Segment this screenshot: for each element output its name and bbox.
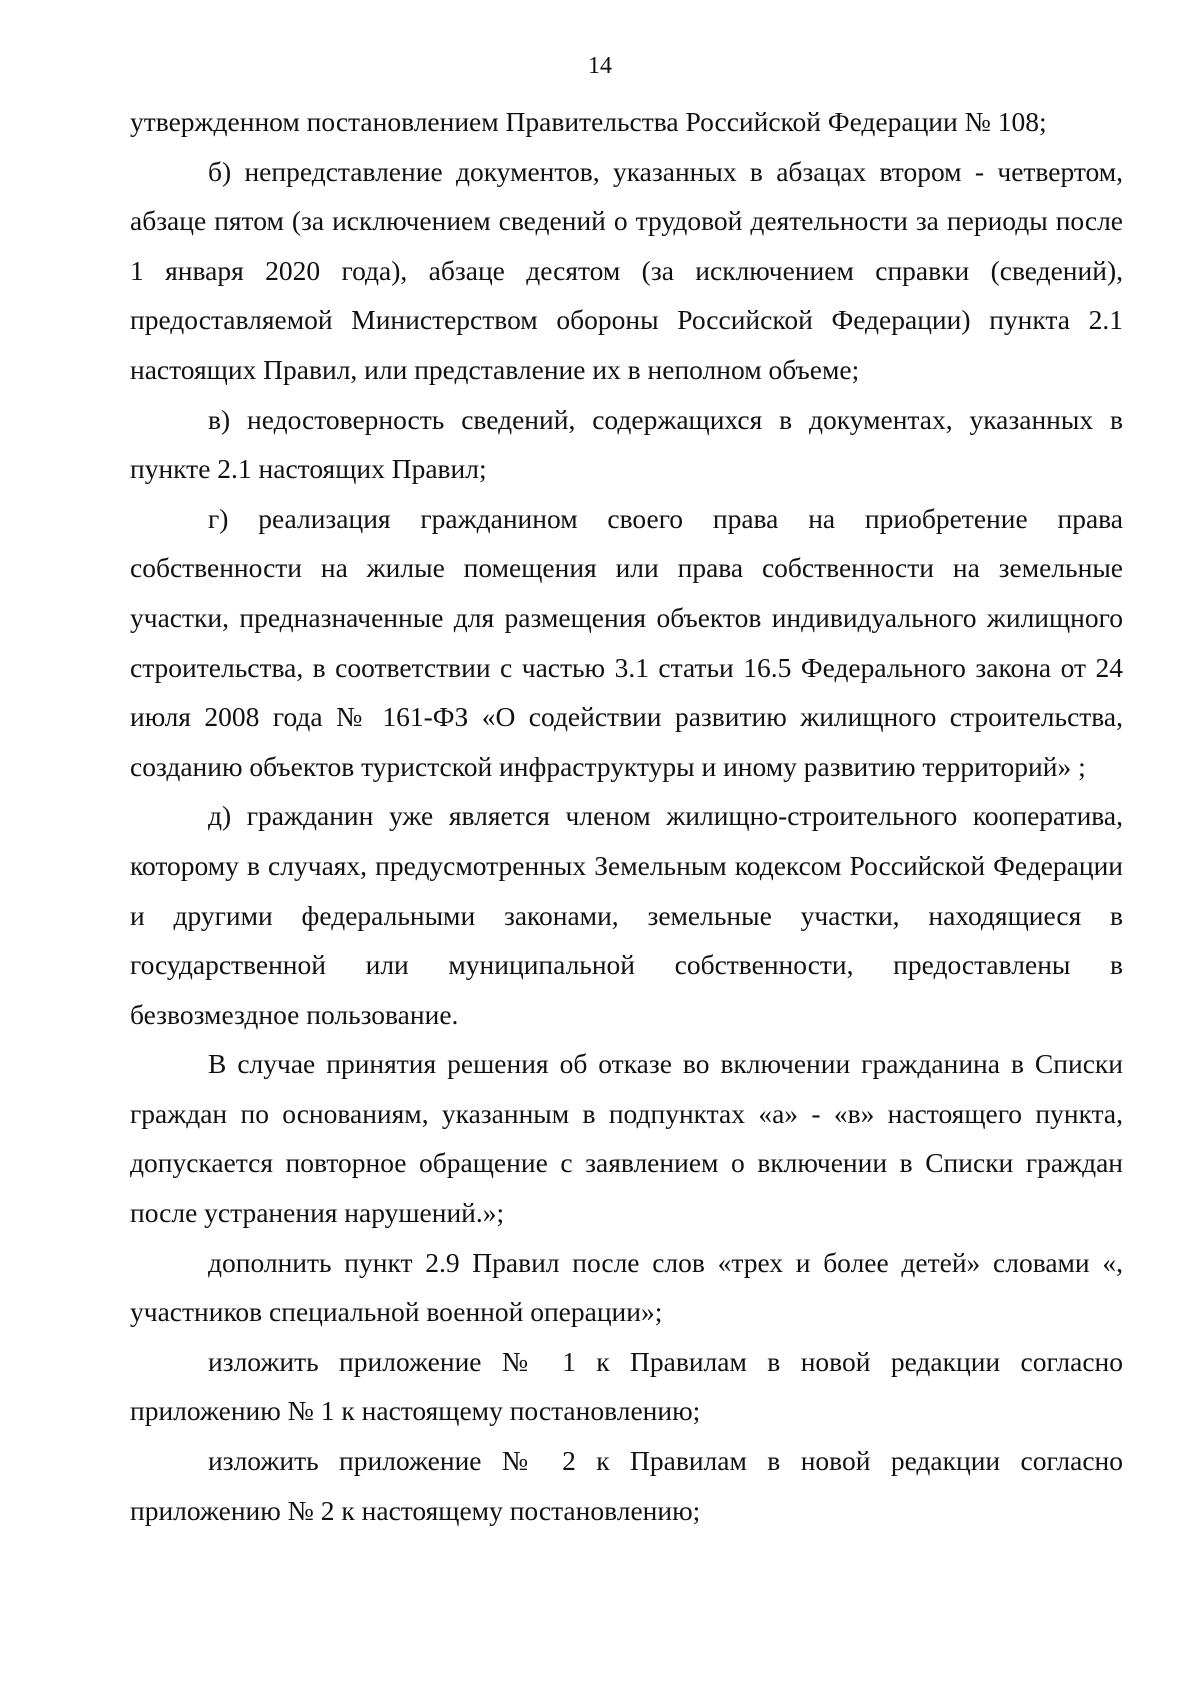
paragraph-item-g: г) реализация гражданином своего права на приобретение права собственности на жилые помещения или права собственности на земельные участки, предназначенные для размещения объектов индивидуального жилищного строительства, в соответствии с частью 3.1 статьи 16.5 Федерального закона от 24 июля 2008 года № 161-ФЗ «О содействии развитию жилищного строительства, созданию объектов туристской инфраструктуры и иному развитию территорий» ; xyxy=(130,502,1123,782)
paragraph-item-d: д) гражданин уже является членом жилищно-строительного кооператива, которому в случаях, предусмотренных Земельным кодексом Российской Федерации и другими федеральными законами, земельные участки, находящиеся в государственной или муниципальной собственности, предоставлены в безвозмездное пользование. xyxy=(130,800,1123,1030)
paragraph-repeat-application: В случае принятия решения об отказе во включении гражданина в Списки граждан по основаниям, указанным в подпунктах «а» - «в» настоящего пункта, допускается повторное обращение с заявлением о включении в Списки граждан после устранения нарушений.»; xyxy=(130,1048,1123,1229)
paragraph-item-v: в) недостоверность сведений, содержащихся в документах, указанных в пункте 2.1 настоящих Правил; xyxy=(130,403,1123,485)
document-body xyxy=(130,97,1123,1535)
paragraph-appendix-2: изложить приложение № 2 к Правилам в новой редакции согласно приложению № 2 к настоящему постановлению; xyxy=(130,1445,1123,1526)
paragraph-continuation: утвержденном постановлением Правительства Российской Федерации № 108; xyxy=(130,106,1047,137)
paragraph-appendix-1: изложить приложение № 1 к Правилам в новой редакции согласно приложению № 1 к настоящему постановлению; xyxy=(130,1345,1123,1427)
page-number: 14 xyxy=(588,53,612,79)
paragraph-item-b: б) непредставление документов, указанных в абзацах втором - четвертом, абзаце пятом (за исключением сведений о трудовой деятельности за периоды после 1 января 2020 года), абзаце десятом (за исключением справки (сведений), предоставляемой Министерством обороны Российской Федерации) пункта 2.1 настоящих Правил, или представление их в неполном объеме; xyxy=(130,155,1123,385)
paragraph-amend-2-9: дополнить пункт 2.9 Правил после слов «трех и более детей» словами «, участников специальной военной операции»; xyxy=(130,1246,1123,1328)
